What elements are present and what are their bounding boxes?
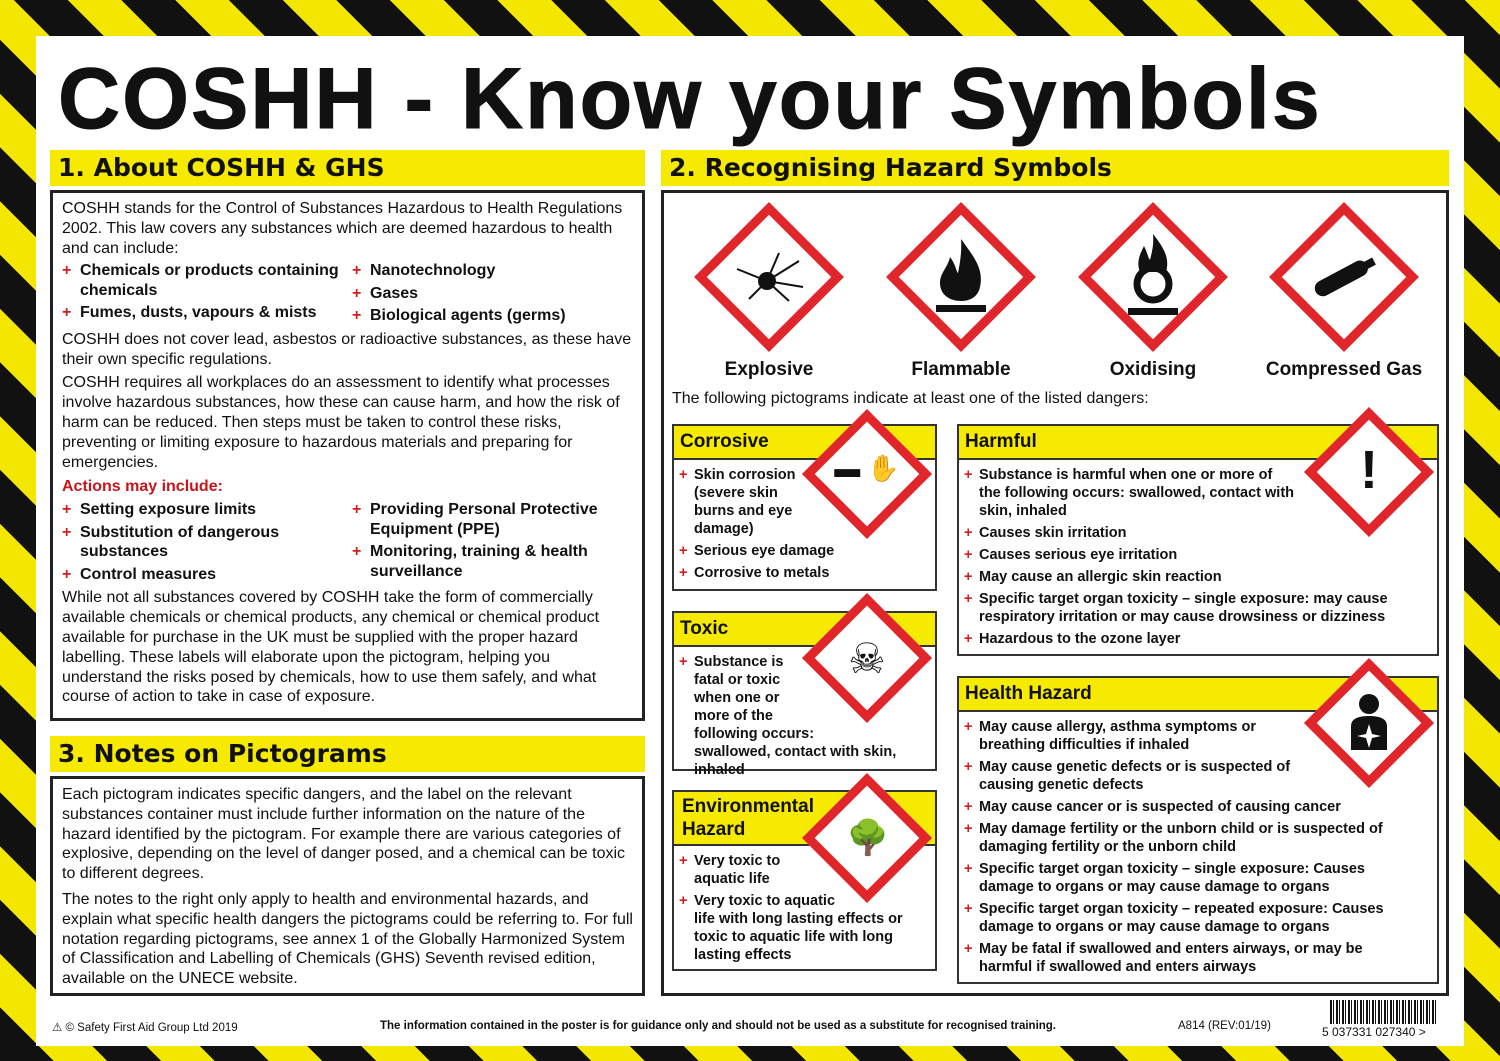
- list-item: + Skin corrosion (severe skin burns and eye damage): [674, 466, 814, 538]
- flame-icon: [926, 235, 996, 315]
- list-item: + May cause allergy, asthma symptoms or breathing difficulties if inhaled: [959, 718, 1289, 754]
- section-1-heading: 1. About COSHH & GHS: [50, 150, 645, 186]
- skull-crossbones-icon: ☠: [848, 634, 886, 682]
- list-item: + Corrosive to metals: [674, 564, 935, 582]
- list-item: + Control measures: [62, 565, 352, 585]
- barcode-number: 5 037331 027340 >: [1322, 1025, 1426, 1039]
- list-item: + Substance is fatal or toxic when one or more of the following occurs: swallowed, contact with skin, inhaled: [674, 653, 931, 779]
- disclaimer: The information contained in the poster is for guidance only and should not be used as a substitute for recognised training.: [380, 1020, 1057, 1032]
- card-title: Health Hazard: [959, 678, 1437, 712]
- poster-title: COSHH - Know your Symbols: [58, 51, 1322, 147]
- list-item: + Specific target organ toxicity – repeated exposure: Causes damage to organs or may cause damage to organs: [959, 900, 1437, 936]
- copyright-text: © Safety First Aid Group Ltd 2019: [65, 1022, 238, 1034]
- list-item: + Providing Personal Protective Equipment (PPE): [352, 500, 622, 539]
- exclamation-icon: !: [1360, 440, 1378, 500]
- gas-cylinder-icon: [1304, 252, 1384, 302]
- coshh-intro: COSHH stands for the Control of Substances Hazardous to Health Regulations 2002. This law covers any substances which are deemed hazardous to health and can include:: [62, 200, 623, 257]
- list-item: + May be fatal if swallowed and enters airways, or may be harmful if swallowed and enters airways: [959, 940, 1437, 976]
- section-1-box: [50, 190, 645, 721]
- list-item: + Gases: [352, 284, 566, 304]
- list-item: + May cause an allergic skin reaction: [959, 568, 1437, 586]
- corrosion-icon: ▬ ✋: [834, 452, 900, 483]
- copyright: [52, 1020, 238, 1034]
- explosive-icon: [729, 247, 809, 307]
- barcode: [1330, 1000, 1438, 1024]
- list-item: + Setting exposure limits: [62, 500, 352, 520]
- symbol-label-flammable: Flammable: [911, 359, 1011, 380]
- dead-tree-fish-icon: 🌳: [846, 819, 890, 857]
- list-item: + May cause genetic defects or is suspected of causing genetic defects: [959, 758, 1314, 794]
- symbol-label-compressed-gas: Compressed Gas: [1265, 359, 1423, 380]
- flame-over-circle-icon: [1118, 232, 1188, 318]
- list-item: + May damage fertility or the unborn child or is suspected of damaging fertility or the unborn child: [959, 820, 1437, 856]
- section-3-heading: 3. Notes on Pictograms: [50, 736, 645, 772]
- symbol-label-explosive: Explosive: [724, 359, 814, 380]
- actions-label: Actions may include:: [62, 478, 223, 496]
- list-item: + Specific target organ toxicity – single exposure: Causes damage to organs or may cause damage to organs: [959, 860, 1437, 896]
- health-hazard-icon: [1339, 690, 1399, 756]
- card-title: Corrosive: [674, 426, 935, 460]
- list-item: + Biological agents (germs): [352, 306, 566, 326]
- assessment-text: COSHH requires all workplaces do an assessment to identify what processes involve hazardous substances, how these can cause harm, and how the risk of harm can be reduced. Then steps must be taken to control these risks, preventing or limiting exposure to hazardous materials and preparing for emergencies.: [62, 374, 620, 471]
- product-code: A814 (REV:01/19): [1178, 1020, 1271, 1032]
- list-item: + Causes skin irritation: [959, 524, 1437, 542]
- card-title: Toxic: [674, 613, 935, 647]
- list-item: + Monitoring, training & health surveillance: [352, 542, 622, 581]
- list-item: + Chemicals or products containing chemicals: [62, 261, 352, 300]
- list-item: + Nanotechnology: [352, 261, 566, 281]
- card-title-text: Environmental Hazard: [682, 796, 814, 840]
- list-item: + Substitution of dangerous substances: [62, 523, 352, 562]
- list-item: + Fumes, dusts, vapours & mists: [62, 303, 352, 323]
- list-item: + Very toxic to aquatic life with long lasting effects or toxic to aquatic life with long lasting effects: [674, 892, 931, 964]
- section-2-heading: 2. Recognising Hazard Symbols: [661, 150, 1449, 186]
- list-item: + May cause cancer or is suspected of causing cancer: [959, 798, 1437, 816]
- company-logo-icon: ⚠: [52, 1022, 63, 1034]
- exclusions-text: COSHH does not cover lead, asbestos or radioactive substances, as these have their own specific regulations.: [62, 330, 632, 368]
- section-3-box: [50, 776, 645, 996]
- symbol-label-oxidising: Oxidising: [1109, 359, 1197, 380]
- labelling-text: While not all substances covered by COSHH take the form of commercially available chemicals or chemical products, any chemical or chemical product available for purchase in the UK must be supplied with the proper hazard labelling. These labels will elaborate upon the pictogram, helping you understand the risks posed by chemicals, how to use them safely, and what course of action to take in case of exposure.: [62, 589, 600, 706]
- list-item: + Causes serious eye irritation: [959, 546, 1437, 564]
- list-item: + Substance is harmful when one or more of the following occurs: swallowed, contact with skin, inhaled: [959, 466, 1294, 520]
- list-item: + Very toxic to aquatic life: [674, 852, 931, 888]
- list-item: + Specific target organ toxicity – single exposure: may cause respiratory irritation or may cause drowsiness or dizziness: [959, 590, 1437, 626]
- pictograms-intro: The following pictograms indicate at least one of the listed dangers:: [672, 390, 1149, 407]
- card-title: Harmful: [959, 426, 1437, 460]
- list-item: + Hazardous to the ozone layer: [959, 630, 1437, 648]
- notes-text: Each pictogram indicates specific dangers, and the label on the relevant substances container must include further information on the nature of the hazard identified by the pictogram. For example there are various categories of explosive, depending on the level of danger posed, and a chemical can be toxic to different degrees.: [62, 786, 626, 883]
- list-item: + Serious eye damage: [674, 542, 935, 560]
- notes-text: The notes to the right only apply to health and environmental hazards, and explain what specific health dangers the pictograms could be referring to. For full notation regarding pictograms, see annex 1 of the Globally Harmonized System of Classification and Labelling of Chemicals (GHS) Seventh revised edition, available on the UNECE website.: [62, 890, 633, 988]
